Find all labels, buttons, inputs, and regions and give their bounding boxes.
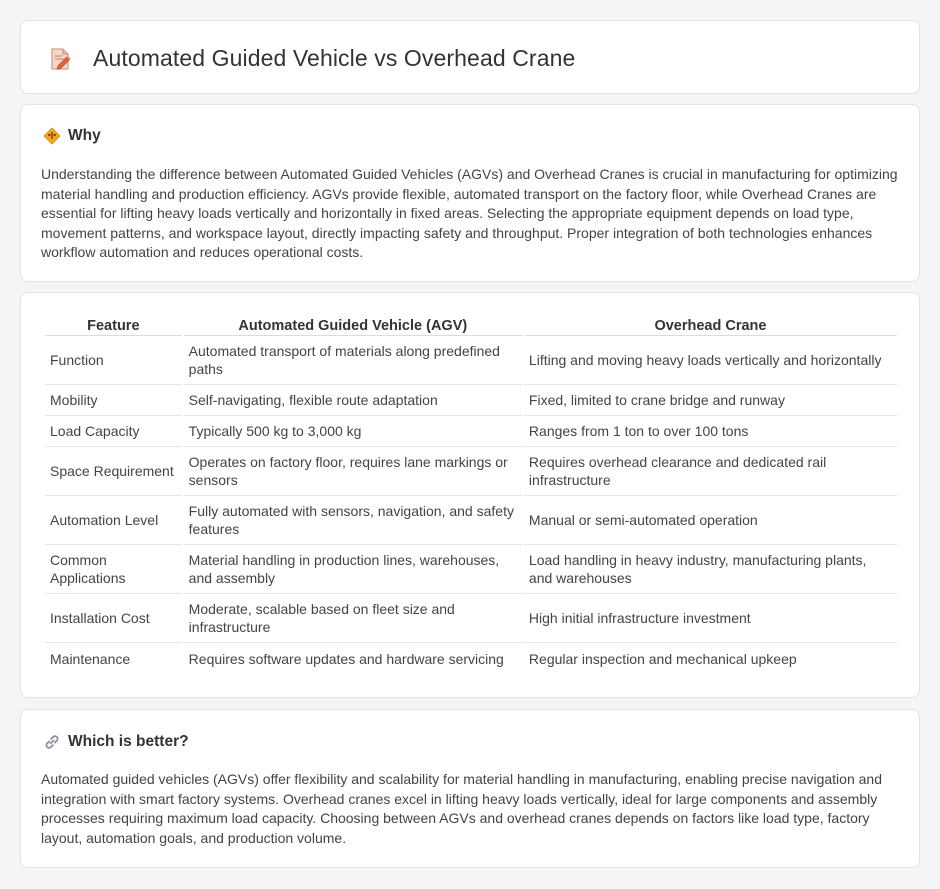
- agv-cell: Typically 500 kg to 3,000 kg: [184, 416, 522, 447]
- table-row: [45, 496, 897, 545]
- agv-cell: Fully automated with sensors, navigation, and safety features: [184, 496, 522, 545]
- header-agv: Automated Guided Vehicle (AGV): [184, 315, 522, 336]
- why-title: Why: [68, 127, 101, 144]
- header-crane: Overhead Crane: [524, 315, 897, 336]
- agv-cell: Operates on factory floor, requires lane markings or sensors: [184, 447, 522, 496]
- feature-cell: Space Requirement: [45, 447, 182, 496]
- feature-cell: Installation Cost: [45, 594, 182, 643]
- agv-cell: Requires software updates and hardware servicing: [188, 650, 504, 667]
- feature-cell: Load Capacity: [45, 416, 182, 447]
- link-icon: [43, 733, 61, 751]
- feature-cell: Function: [45, 336, 182, 385]
- feature-cell: Automation Level: [45, 496, 182, 545]
- feature-cell: Mobility: [45, 385, 182, 416]
- agv-cell: Material handling in production lines, warehouses, and assembly: [184, 545, 522, 594]
- title-card: [20, 20, 920, 94]
- diamond-warning-icon: [43, 127, 61, 145]
- which-better-section: [20, 709, 920, 868]
- which-better-text: Automated guided vehicles (AGVs) offer flexibility and scalability for material handling in manufacturing, enabling precise navigation and integration with smart factory systems. Overhead cranes excel in lifting heavy loads vertically, ideal for large components and assembly processes requiring maximum load capacity. Choosing between AGVs and overhead cranes depends on factors like load type, factory layout, automation goals, and production volume.: [41, 771, 882, 846]
- table-row: [45, 643, 897, 674]
- agv-cell: Automated transport of materials along predefined paths: [184, 336, 522, 385]
- feature-cell: Maintenance: [50, 650, 131, 667]
- which-better-title: Which is better?: [68, 733, 189, 750]
- crane-cell: High initial infrastructure investment: [524, 594, 897, 643]
- table-row: [45, 545, 897, 594]
- table-row: [45, 594, 897, 643]
- document-pencil-icon: [47, 46, 73, 72]
- crane-cell: Requires overhead clearance and dedicated rail infrastructure: [524, 447, 897, 496]
- page-title: Automated Guided Vehicle vs Overhead Crane: [93, 45, 576, 71]
- crane-cell: Regular inspection and mechanical upkeep: [528, 650, 797, 667]
- crane-cell: Fixed, limited to crane bridge and runway: [524, 385, 897, 416]
- feature-cell: Common Applications: [45, 545, 182, 594]
- crane-cell: Load handling in heavy industry, manufacturing plants, and warehouses: [524, 545, 897, 594]
- why-text: Understanding the difference between Automated Guided Vehicles (AGVs) and Overhead Cranes is crucial in manufacturing for optimizing material handling and production efficiency. AGVs provide flexible, automated transport on the factory floor, while Overhead Cranes are essential for lifting heavy loads vertically and horizontally in fixed areas. Selecting the appropriate equipment depends on load type, movement patterns, and workspace layout, directly impacting safety and throughput. Proper integration of both technologies enhances workflow automation and reduces operational costs.: [41, 166, 898, 261]
- table-header-row: [45, 315, 897, 336]
- crane-cell: Manual or semi-automated operation: [524, 496, 897, 545]
- table-row: [45, 336, 897, 385]
- table-row: [45, 447, 897, 496]
- table-row: [45, 385, 897, 416]
- comparison-table: [43, 315, 899, 674]
- crane-cell: Lifting and moving heavy loads vertically and horizontally: [524, 336, 897, 385]
- table-row: [45, 416, 897, 447]
- header-feature: Feature: [45, 315, 182, 336]
- agv-cell: Self-navigating, flexible route adaptation: [184, 385, 522, 416]
- crane-cell: Ranges from 1 ton to over 100 tons: [524, 416, 897, 447]
- agv-cell: Moderate, scalable based on fleet size and infrastructure: [184, 594, 522, 643]
- why-section: [20, 104, 920, 282]
- comparison-card: [20, 292, 920, 698]
